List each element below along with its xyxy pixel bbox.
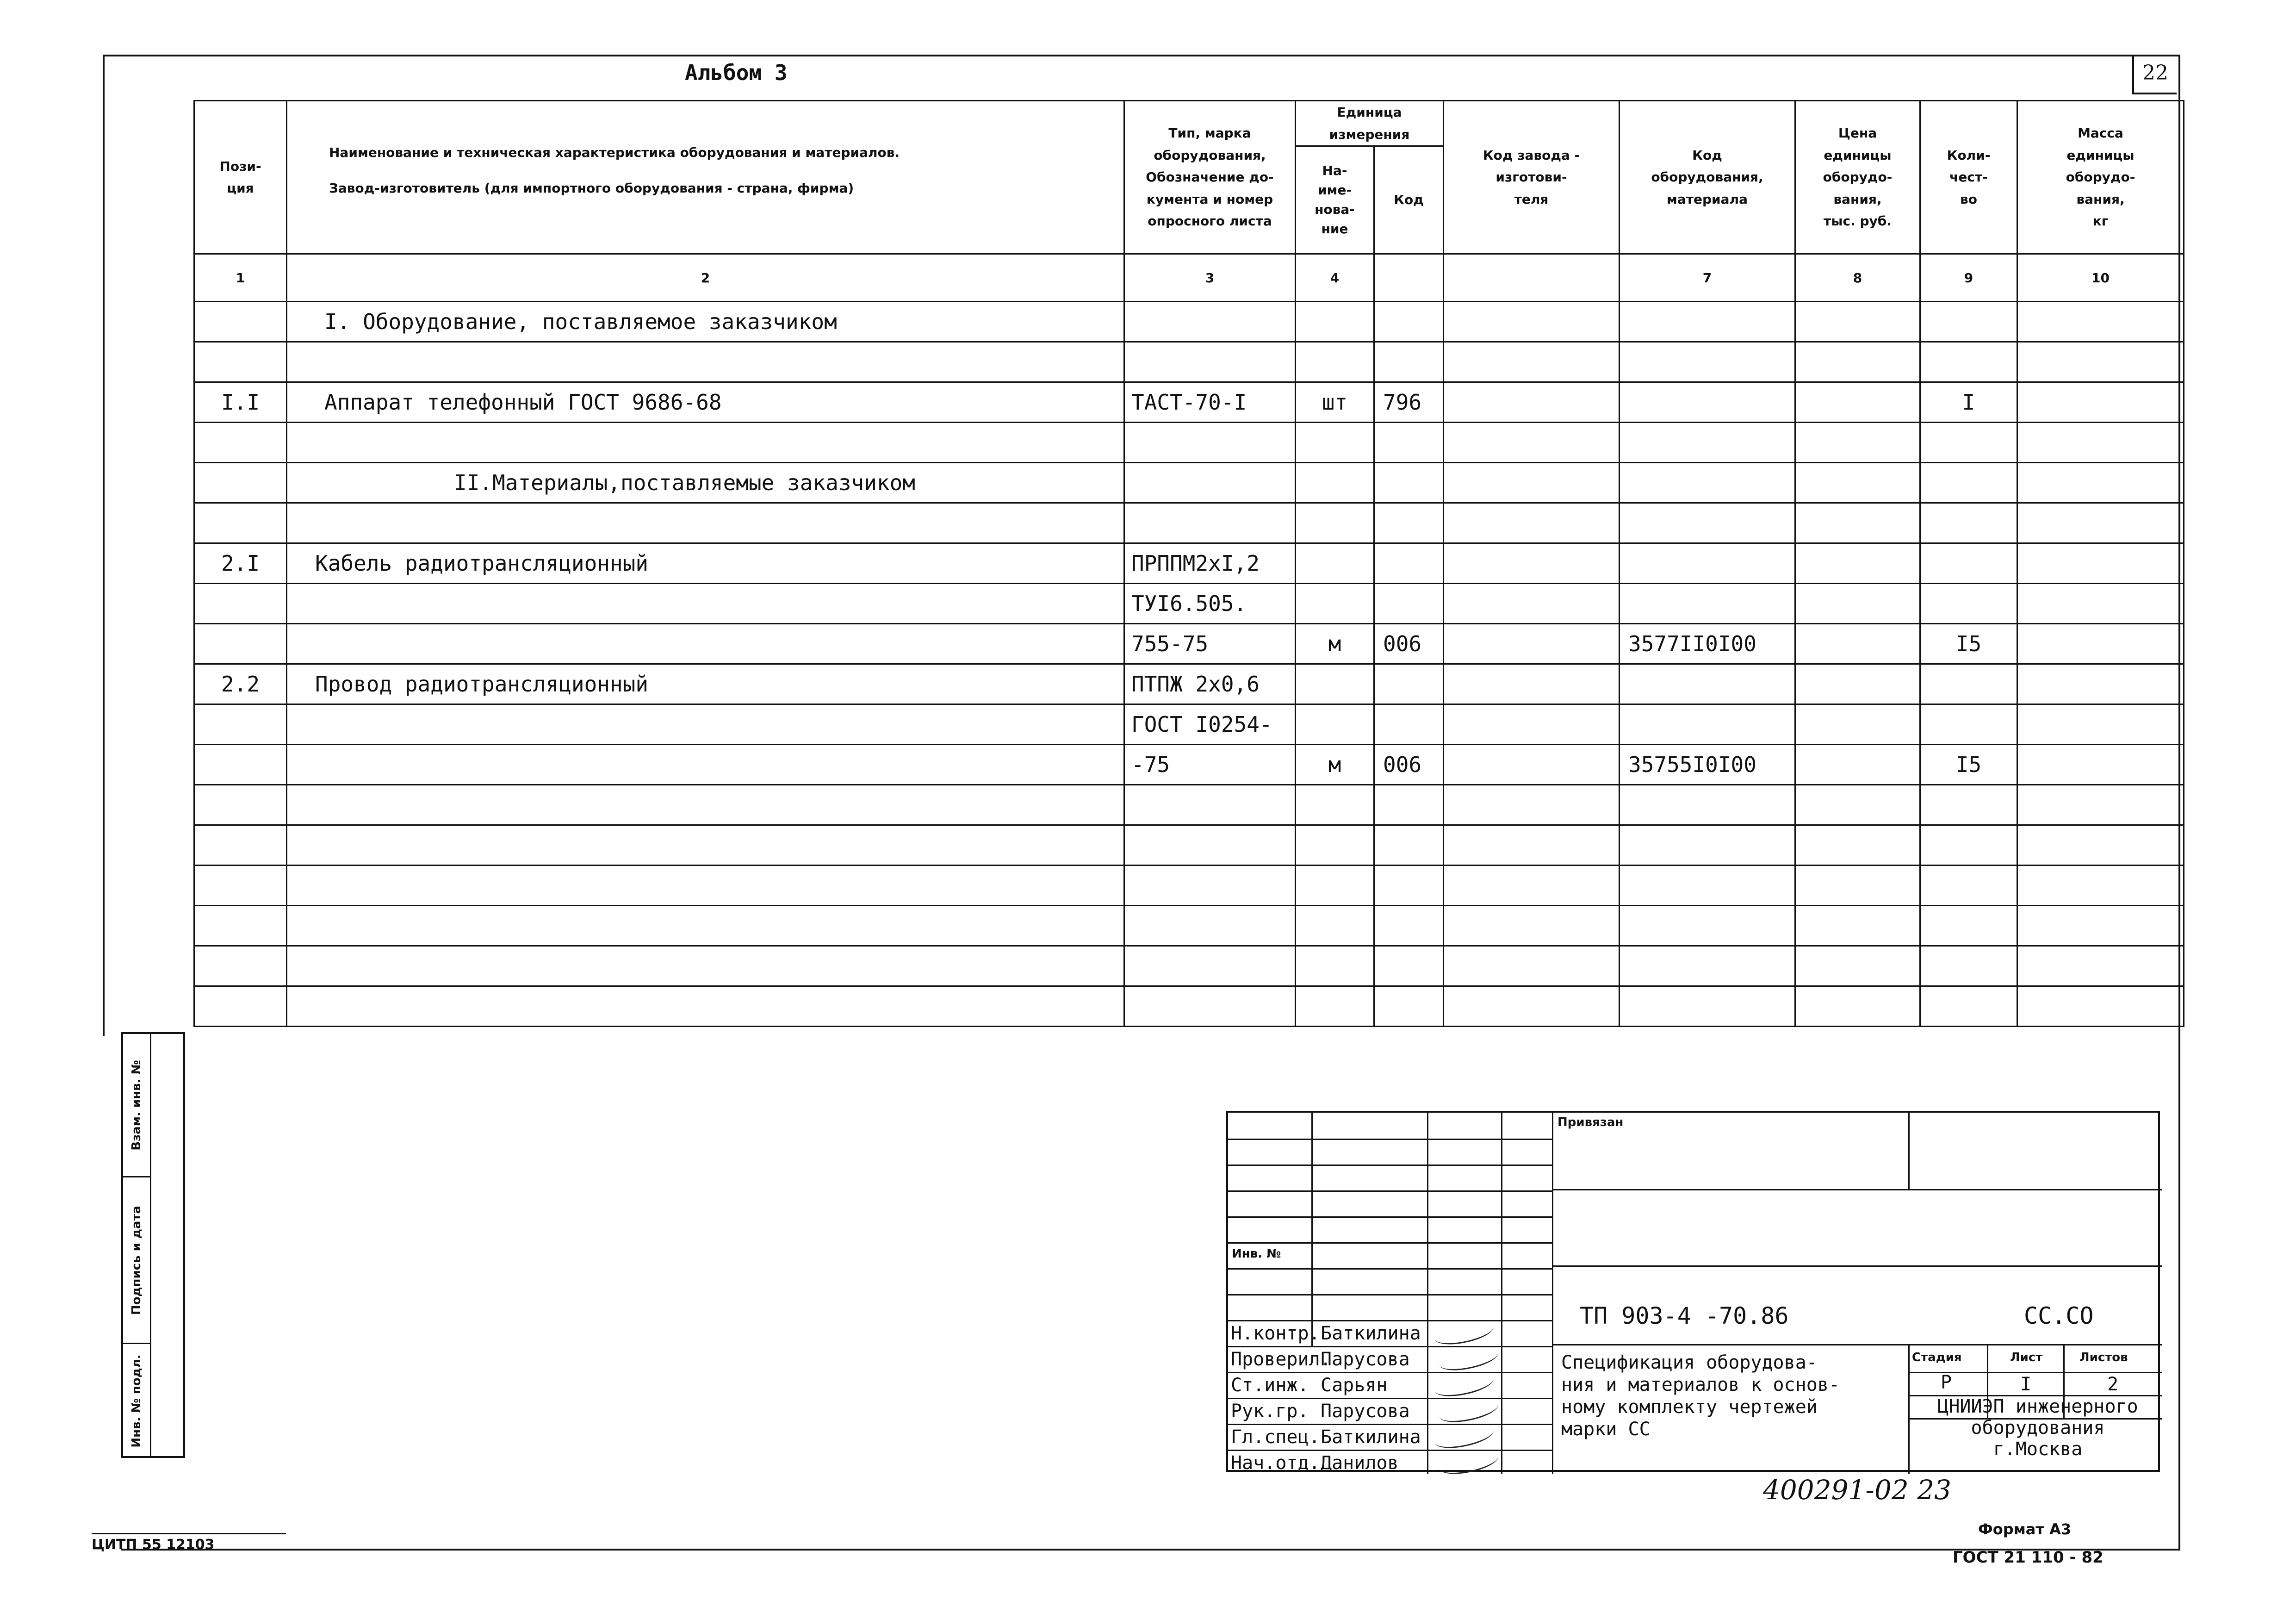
row-position: 2.2 xyxy=(194,664,287,704)
row-unit xyxy=(1296,906,1374,946)
row-mark xyxy=(1124,946,1296,986)
row-unit-code: 006 xyxy=(1374,624,1444,664)
row-unit-code xyxy=(1374,342,1444,382)
row-quantity xyxy=(1920,543,2017,584)
column-number: 10 xyxy=(2017,254,2184,302)
column-number: 8 xyxy=(1795,254,1920,302)
table-row xyxy=(194,704,2184,745)
row-quantity xyxy=(1920,302,2017,342)
row-unit xyxy=(1296,704,1374,745)
sheets-value: 2 xyxy=(2107,1374,2119,1395)
row-mass xyxy=(2017,503,2184,543)
table-row xyxy=(194,624,2184,664)
header-unit-name: На- име- нова- ние xyxy=(1296,146,1374,254)
row-unit xyxy=(1296,825,1374,866)
row-price xyxy=(1795,463,1920,503)
header-unit-group: Единица измерения xyxy=(1296,101,1444,146)
stamp-divider xyxy=(150,1034,151,1456)
row-unit-code: 796 xyxy=(1374,382,1444,423)
row-equipment-code xyxy=(1620,463,1795,503)
row-maker-code xyxy=(1444,423,1620,463)
table-row xyxy=(194,463,2184,503)
row-quantity xyxy=(1920,664,2017,704)
row-unit: м xyxy=(1296,624,1374,664)
signer-name: Парусова xyxy=(1321,1349,1410,1370)
signature-mark xyxy=(1437,1395,1500,1426)
frame-left xyxy=(103,55,105,1036)
row-position xyxy=(194,986,287,1027)
row-quantity xyxy=(1920,423,2017,463)
signer-role: Проверил. xyxy=(1231,1349,1331,1370)
row-price xyxy=(1795,946,1920,986)
column-number-row xyxy=(194,254,2184,302)
row-equipment-code xyxy=(1620,825,1795,866)
row-equipment-code xyxy=(1620,785,1795,825)
table-row xyxy=(194,302,2184,342)
row-maker-code xyxy=(1444,543,1620,584)
row-mass xyxy=(2017,584,2184,624)
signature-mark xyxy=(1433,1317,1496,1349)
row-maker-code xyxy=(1444,382,1620,423)
row-mass xyxy=(2017,745,2184,785)
row-position xyxy=(194,624,287,664)
row-mark xyxy=(1124,423,1296,463)
row-equipment-code xyxy=(1620,342,1795,382)
row-equipment-code xyxy=(1620,302,1795,342)
row-unit xyxy=(1296,866,1374,906)
row-equipment-code xyxy=(1620,946,1795,986)
signer-name: Парусова xyxy=(1321,1401,1410,1422)
row-price xyxy=(1795,986,1920,1027)
row-name xyxy=(287,946,1124,986)
row-position xyxy=(194,906,287,946)
row-unit xyxy=(1296,342,1374,382)
row-unit-code xyxy=(1374,302,1444,342)
row-quantity xyxy=(1920,704,2017,745)
row-unit xyxy=(1296,503,1374,543)
row-position xyxy=(194,342,287,382)
row-maker-code xyxy=(1444,463,1620,503)
row-price xyxy=(1795,664,1920,704)
row-quantity xyxy=(1920,946,2017,986)
table-row xyxy=(194,906,2184,946)
row-quantity: I5 xyxy=(1920,624,2017,664)
attached-label: Привязан xyxy=(1558,1115,1624,1129)
row-mark xyxy=(1124,342,1296,382)
row-price xyxy=(1795,584,1920,624)
row-equipment-code xyxy=(1620,423,1795,463)
table-row xyxy=(194,785,2184,825)
organization: ЦНИИЭП инженерного оборудования г.Москва xyxy=(1937,1396,2138,1460)
row-quantity xyxy=(1920,785,2017,825)
row-mass xyxy=(2017,785,2184,825)
row-mass xyxy=(2017,664,2184,704)
header-mass: Масса единицы оборудо- вания, кг xyxy=(2017,101,2184,254)
row-price xyxy=(1795,382,1920,423)
row-price xyxy=(1795,745,1920,785)
row-equipment-code: 3577II0I00 xyxy=(1620,624,1795,664)
frame-top xyxy=(103,55,2180,56)
row-name xyxy=(287,986,1124,1027)
table-row xyxy=(194,543,2184,584)
row-name xyxy=(287,584,1124,624)
row-mark xyxy=(1124,503,1296,543)
row-name: Кабель радиотрансляционный xyxy=(287,543,1124,584)
header-maker-code: Код завода - изготови- теля xyxy=(1444,101,1620,254)
table-row xyxy=(194,986,2184,1027)
header-pos: Пози- ция xyxy=(194,101,287,254)
column-number: 3 xyxy=(1124,254,1296,302)
table-row xyxy=(194,584,2184,624)
row-mark: -75 xyxy=(1124,745,1296,785)
row-maker-code xyxy=(1444,704,1620,745)
row-position xyxy=(194,785,287,825)
row-name xyxy=(287,624,1124,664)
row-equipment-code xyxy=(1620,584,1795,624)
row-unit-code xyxy=(1374,664,1444,704)
header-equip-code: Код оборудования, материала xyxy=(1620,101,1795,254)
signer-name: Баткилина xyxy=(1321,1426,1421,1448)
row-maker-code xyxy=(1444,785,1620,825)
column-number xyxy=(1374,254,1444,302)
handwritten-number: 400291-02 23 xyxy=(1763,1474,1952,1506)
row-price xyxy=(1795,906,1920,946)
row-price xyxy=(1795,503,1920,543)
row-mass xyxy=(2017,906,2184,946)
signer-role: Гл.спец. xyxy=(1231,1426,1320,1448)
row-position xyxy=(194,704,287,745)
row-position xyxy=(194,866,287,906)
row-quantity xyxy=(1920,986,2017,1027)
row-maker-code xyxy=(1444,584,1620,624)
table-row xyxy=(194,664,2184,704)
row-name xyxy=(287,906,1124,946)
document-description: Спецификация оборудова- ния и материалов к основ- ному комплекту чертежей марки СС xyxy=(1561,1352,1840,1440)
header-qty: Коли- чест- во xyxy=(1920,101,2017,254)
bottom-rule xyxy=(92,1533,286,1534)
row-quantity xyxy=(1920,906,2017,946)
row-unit xyxy=(1296,302,1374,342)
row-unit-code xyxy=(1374,423,1444,463)
row-price xyxy=(1795,866,1920,906)
row-equipment-code xyxy=(1620,543,1795,584)
row-name xyxy=(287,745,1124,785)
row-name xyxy=(287,503,1124,543)
row-mark: 755-75 xyxy=(1124,624,1296,664)
row-name xyxy=(287,785,1124,825)
row-maker-code xyxy=(1444,302,1620,342)
row-equipment-code xyxy=(1620,866,1795,906)
row-mass xyxy=(2017,704,2184,745)
row-position xyxy=(194,825,287,866)
signer-name: Данилов xyxy=(1321,1452,1399,1474)
row-quantity xyxy=(1920,584,2017,624)
row-name xyxy=(287,342,1124,382)
row-unit-code xyxy=(1374,785,1444,825)
document-mark: СС.СО xyxy=(2024,1302,2094,1329)
header-row xyxy=(194,101,2184,146)
row-mark xyxy=(1124,825,1296,866)
table-row xyxy=(194,866,2184,906)
signer-role: Ст.инж. xyxy=(1231,1375,1309,1396)
signature-mark xyxy=(1437,1343,1500,1375)
row-mark xyxy=(1124,302,1296,342)
row-unit-code xyxy=(1374,584,1444,624)
row-name xyxy=(287,866,1124,906)
row-quantity: I xyxy=(1920,382,2017,423)
column-number xyxy=(1444,254,1620,302)
row-unit-code xyxy=(1374,463,1444,503)
row-unit-code xyxy=(1374,906,1444,946)
row-price xyxy=(1795,785,1920,825)
row-mark xyxy=(1124,866,1296,906)
row-mark: ПРППМ2хI,2 xyxy=(1124,543,1296,584)
row-mark: ГОСТ I0254- xyxy=(1124,704,1296,745)
row-position: I.I xyxy=(194,382,287,423)
row-maker-code xyxy=(1444,906,1620,946)
header-name: Наименование и техническая характеристика оборудования и материалов. Завод-изготовитель (для импортного оборудования - страна, фирма) xyxy=(287,101,1124,254)
row-maker-code xyxy=(1444,664,1620,704)
table-row xyxy=(194,423,2184,463)
row-mass xyxy=(2017,624,2184,664)
row-position xyxy=(194,302,287,342)
row-position: 2.I xyxy=(194,543,287,584)
table-row xyxy=(194,382,2184,423)
row-quantity xyxy=(1920,866,2017,906)
title-block xyxy=(1226,1111,2160,1472)
row-maker-code xyxy=(1444,342,1620,382)
row-maker-code xyxy=(1444,503,1620,543)
specification-table xyxy=(193,100,2184,1027)
row-unit xyxy=(1296,785,1374,825)
table-row xyxy=(194,503,2184,543)
row-position xyxy=(194,463,287,503)
row-mass xyxy=(2017,866,2184,906)
bottom-code: ЦИТП 55 12103 xyxy=(92,1537,215,1553)
row-equipment-code xyxy=(1620,382,1795,423)
row-name: Провод радиотрансляционный xyxy=(287,664,1124,704)
row-price xyxy=(1795,543,1920,584)
row-maker-code xyxy=(1444,745,1620,785)
table-row xyxy=(194,342,2184,382)
row-mark xyxy=(1124,906,1296,946)
row-price xyxy=(1795,423,1920,463)
signer-role: Н.контр. xyxy=(1231,1323,1320,1344)
frame-bottom xyxy=(121,1549,2180,1551)
stage-value: Р xyxy=(1941,1372,1952,1393)
row-unit: шт xyxy=(1296,382,1374,423)
row-name: II.Материалы,поставляемые заказчиком xyxy=(287,463,1124,503)
row-mark: ПТПЖ 2х0,6 xyxy=(1124,664,1296,704)
row-equipment-code xyxy=(1620,906,1795,946)
column-number: 1 xyxy=(194,254,287,302)
row-quantity xyxy=(1920,825,2017,866)
gost-label: ГОСТ 21 110 - 82 xyxy=(1953,1548,2104,1567)
sheet-label: Лист xyxy=(2010,1351,2043,1364)
table-row xyxy=(194,825,2184,866)
row-unit xyxy=(1296,463,1374,503)
signer-name: Сарьян xyxy=(1321,1375,1388,1396)
row-mark xyxy=(1124,986,1296,1027)
row-equipment-code: 35755I0I00 xyxy=(1620,745,1795,785)
column-number: 4 xyxy=(1296,254,1374,302)
column-number: 7 xyxy=(1620,254,1795,302)
row-unit xyxy=(1296,423,1374,463)
row-quantity xyxy=(1920,463,2017,503)
column-number: 9 xyxy=(1920,254,2017,302)
row-name: Аппарат телефонный ГОСТ 9686-68 xyxy=(287,382,1124,423)
row-unit xyxy=(1296,664,1374,704)
row-unit-code xyxy=(1374,866,1444,906)
row-mark: ТАСТ-70-I xyxy=(1124,382,1296,423)
row-unit xyxy=(1296,584,1374,624)
format-label: Формат А3 xyxy=(1978,1520,2072,1538)
row-unit xyxy=(1296,543,1374,584)
row-quantity xyxy=(1920,503,2017,543)
stamp-cell-replaced-inv: Взам. инв. № xyxy=(123,1034,150,1177)
table-row xyxy=(194,946,2184,986)
row-unit-code xyxy=(1374,704,1444,745)
table-row xyxy=(194,745,2184,785)
sheets-label: Листов xyxy=(2079,1351,2128,1364)
row-name xyxy=(287,704,1124,745)
row-position xyxy=(194,745,287,785)
row-price xyxy=(1795,342,1920,382)
row-maker-code xyxy=(1444,624,1620,664)
row-mark: ТУI6.505. xyxy=(1124,584,1296,624)
stamp-cell-signature-date: Подпись и дата xyxy=(123,1177,150,1344)
row-price xyxy=(1795,825,1920,866)
row-unit: м xyxy=(1296,745,1374,785)
row-equipment-code xyxy=(1620,503,1795,543)
row-name xyxy=(287,423,1124,463)
row-position xyxy=(194,503,287,543)
row-price xyxy=(1795,704,1920,745)
row-position xyxy=(194,423,287,463)
sheet-value: I xyxy=(2020,1374,2032,1395)
column-number: 2 xyxy=(287,254,1124,302)
row-equipment-code xyxy=(1620,986,1795,1027)
row-maker-code xyxy=(1444,986,1620,1027)
header-price: Цена единицы оборудо- вания, тыс. руб. xyxy=(1795,101,1920,254)
document-code: ТП 903-4 -70.86 xyxy=(1580,1302,1789,1329)
signature-mark xyxy=(1433,1420,1496,1452)
row-quantity xyxy=(1920,342,2017,382)
row-mass xyxy=(2017,946,2184,986)
header-mark: Тип, марка оборудования, Обозначение до- кумента и номер опросного листа xyxy=(1124,101,1296,254)
row-position xyxy=(194,946,287,986)
row-position xyxy=(194,584,287,624)
stage-label: Стадия xyxy=(1912,1351,1962,1364)
inv-no-label: Инв. № xyxy=(1232,1247,1281,1261)
row-unit xyxy=(1296,946,1374,986)
row-mass xyxy=(2017,825,2184,866)
row-quantity: I5 xyxy=(1920,745,2017,785)
row-unit-code xyxy=(1374,946,1444,986)
row-price xyxy=(1795,302,1920,342)
signature-mark xyxy=(1437,1446,1500,1478)
row-unit-code xyxy=(1374,503,1444,543)
row-mass xyxy=(2017,986,2184,1027)
row-maker-code xyxy=(1444,946,1620,986)
row-equipment-code xyxy=(1620,664,1795,704)
row-unit-code xyxy=(1374,825,1444,866)
row-mass xyxy=(2017,423,2184,463)
signer-name: Баткилина xyxy=(1321,1323,1421,1344)
row-unit xyxy=(1296,986,1374,1027)
stamp-cell-inv-original: Инв. № подл. xyxy=(130,1354,143,1448)
signer-role: Нач.отд. xyxy=(1231,1452,1320,1474)
sheet-number: 22 xyxy=(2132,55,2177,94)
row-unit-code xyxy=(1374,986,1444,1027)
row-equipment-code xyxy=(1620,704,1795,745)
signature-mark xyxy=(1433,1369,1496,1401)
row-mass xyxy=(2017,463,2184,503)
row-mass xyxy=(2017,382,2184,423)
row-mark xyxy=(1124,463,1296,503)
side-stamp xyxy=(121,1032,185,1458)
row-unit-code xyxy=(1374,543,1444,584)
album-title: Альбом 3 xyxy=(685,60,788,85)
row-mass xyxy=(2017,342,2184,382)
row-name: I. Оборудование, поставляемое заказчиком xyxy=(287,302,1124,342)
row-mass xyxy=(2017,543,2184,584)
row-maker-code xyxy=(1444,825,1620,866)
row-name xyxy=(287,825,1124,866)
row-unit-code: 006 xyxy=(1374,745,1444,785)
row-mark xyxy=(1124,785,1296,825)
header-unit-code: Код xyxy=(1374,146,1444,254)
row-mass xyxy=(2017,302,2184,342)
row-price xyxy=(1795,624,1920,664)
row-maker-code xyxy=(1444,866,1620,906)
signer-role: Рук.гр. xyxy=(1231,1401,1309,1422)
